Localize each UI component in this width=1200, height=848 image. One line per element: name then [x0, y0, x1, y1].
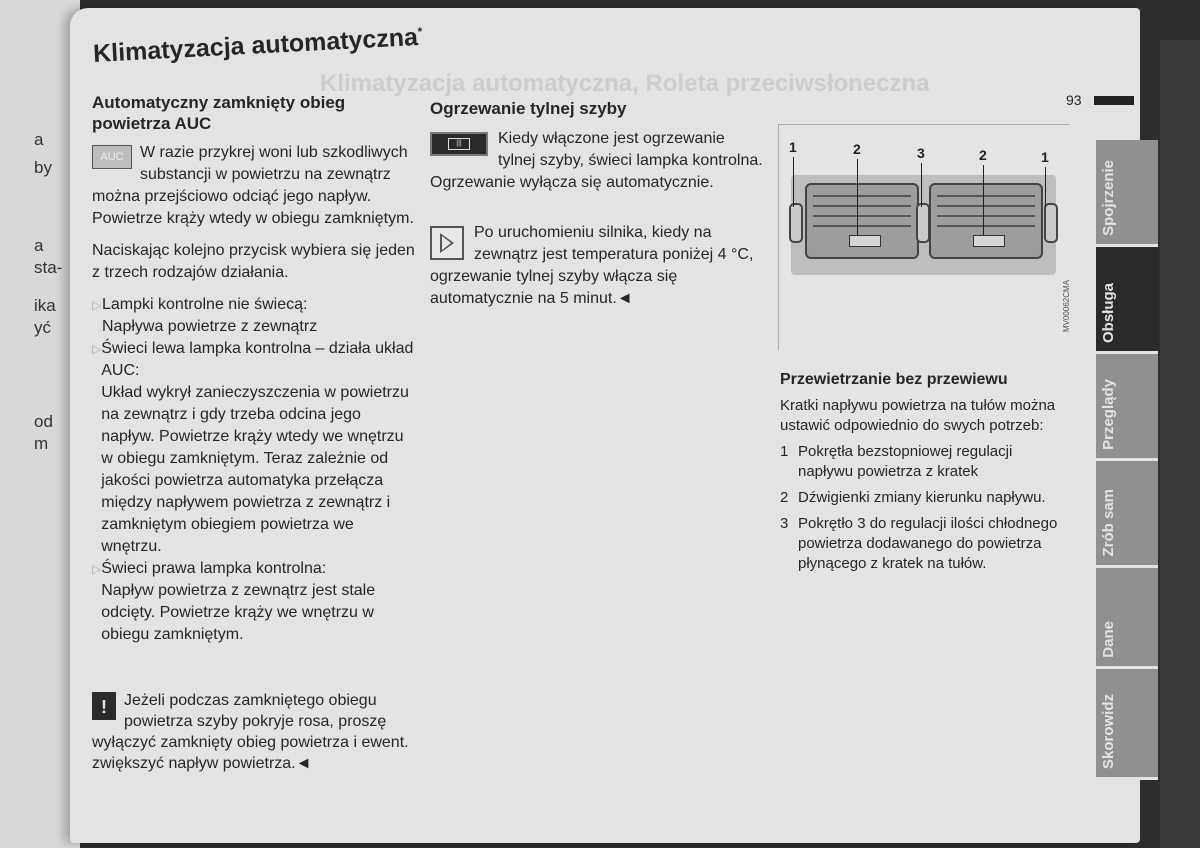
auc-button-icon: AUC [92, 145, 132, 169]
triangle-bullet-icon: ▷ [92, 342, 102, 356]
list-item: ▷ Świeci prawa lampka kontrolna: Napływ powietrza z zewnątrz jest stale odcięty. Powietrze krąży we wnętrzu w obiegu zamkniętym. [92, 558, 417, 646]
rear-window-heater-icon: ||| [430, 132, 488, 156]
rear-window-heading: Ogrzewanie tylnej szyby [430, 99, 627, 118]
tab-dane[interactable]: Dane [1096, 568, 1158, 669]
prev-page-fragment: a [34, 130, 44, 149]
column-rear-window [430, 98, 765, 310]
prev-page-fragment: od [34, 412, 53, 431]
rear-window-text: Kiedy włączone jest ogrzewanie tylnej szyby, świeci lampka kontrolna. Ogrzewanie wyłącza się automatycznie. [430, 130, 763, 191]
tab-skorowidz[interactable]: Skorowidz [1096, 669, 1158, 780]
note-play-icon [430, 226, 464, 260]
prev-page-fragment: by [34, 158, 52, 177]
figure-label: 2 [979, 147, 987, 163]
book-edge [1160, 40, 1200, 848]
auc-press-text: Naciskając kolejno przycisk wybiera się jeden z trzech rodzajów działania. [92, 242, 415, 281]
ventilation-list [780, 442, 1070, 574]
prev-page-fragment: a [34, 236, 44, 255]
ventilation-intro: Kratki napływu powietrza na tułów można ustawić odpowiednio do swych potrzeb: [780, 397, 1056, 434]
cool-air-wheel [916, 203, 930, 243]
column-ventilation [780, 370, 1070, 580]
prev-page-fragment: m [34, 434, 49, 453]
leader-line [857, 159, 858, 235]
direction-lever [973, 235, 1005, 247]
warning-icon: ! [92, 692, 116, 720]
list-item: 2 Dźwigienki zmiany kierunku napływu. [780, 489, 1046, 506]
chapter-tabs [1096, 140, 1158, 780]
column-auc [92, 92, 417, 646]
auc-intro: W razie przykrej woni lub szkodliwych substancji w powietrzu na zewnątrz można przejściowo odciąć jego napływ. Powietrze krąży wtedy w obiegu zamkniętym. [92, 144, 414, 227]
tab-obsluga[interactable]: Obsługa [1096, 247, 1158, 354]
figure-label: 1 [789, 139, 797, 155]
show-through-text: Klimatyzacja automatyczna, Roleta przeciwsłoneczna [320, 70, 930, 97]
tab-spojrzenie[interactable]: Spojrzenie [1096, 140, 1158, 247]
left-air-vent [805, 183, 919, 259]
figure-label: 1 [1041, 149, 1049, 165]
list-item: ▷ Świeci lewa lampka kontrolna – działa układ AUC: Układ wykrył zanieczyszczenia w powietrzu na zewnątrz i gdy trzeba odcina jego napływ. Powietrze krąży wtedy we wnętrzu w obiegu zamkniętym. Teraz zależnie od jakości powietrza automatyka przełącza między napływem powietrza z zewnątrz i zamkniętym obiegiem powietrza we wnętrzu. [92, 338, 417, 558]
figure-code: MV00062CMA [1062, 280, 1071, 333]
prev-page-fragment: ika [34, 296, 56, 315]
triangle-bullet-icon: ▷ [92, 562, 102, 576]
tab-przeglady[interactable]: Przeglądy [1096, 354, 1158, 461]
flow-wheel-right [1044, 203, 1058, 243]
prev-page-fragment: yć [34, 318, 51, 337]
previous-page-edge [0, 0, 80, 848]
page-number-bar [1094, 96, 1134, 105]
figure-label: 3 [917, 145, 925, 161]
list-item: ▷ Lampki kontrolne nie świecą: Napływa powietrze z zewnątrz [92, 294, 417, 338]
ventilation-heading: Przewietrzanie bez przewiewu [780, 371, 1008, 388]
figure-label: 2 [853, 141, 861, 157]
leader-line [983, 165, 984, 235]
leader-line [921, 163, 922, 207]
list-item: 1 Pokrętła bezstopniowej regulacji napływu powietrza z kratek [780, 443, 1013, 480]
rear-window-auto-text: Po uruchomieniu silnika, kiedy na zewnątrz jest temperatura poniżej 4 °C, ogrzewanie tylnej szyby włącza się automatycznie na 5 minut.◄ [430, 224, 754, 307]
right-air-vent [929, 183, 1043, 259]
triangle-bullet-icon: ▷ [92, 298, 102, 312]
auc-heading: Automatyczny zamknięty obieg powietrza AUC [92, 93, 346, 133]
leader-line [1045, 167, 1046, 207]
leader-line [793, 157, 794, 207]
page-title: Klimatyzacja automatyczna* [92, 23, 423, 69]
page-number: 93 [1066, 92, 1082, 108]
list-item: 3 Pokrętło 3 do regulacji ilości chłodnego powietrza dodawanego do powietrza płynącego z kratek na tułów. [780, 515, 1058, 572]
tab-zrob-sam[interactable]: Zrób sam [1096, 461, 1158, 568]
flow-wheel-left [789, 203, 803, 243]
prev-page-fragment: sta- [34, 258, 63, 277]
warning-note: ! Jeżeli podczas zamkniętego obiegu powietrza szyby pokryje rosa, proszę wyłączyć zamknięty obieg powietrza i ewent. zwiększyć napływ powietrza.◄ [92, 692, 409, 772]
direction-lever [849, 235, 881, 247]
air-vent-figure [778, 124, 1069, 350]
